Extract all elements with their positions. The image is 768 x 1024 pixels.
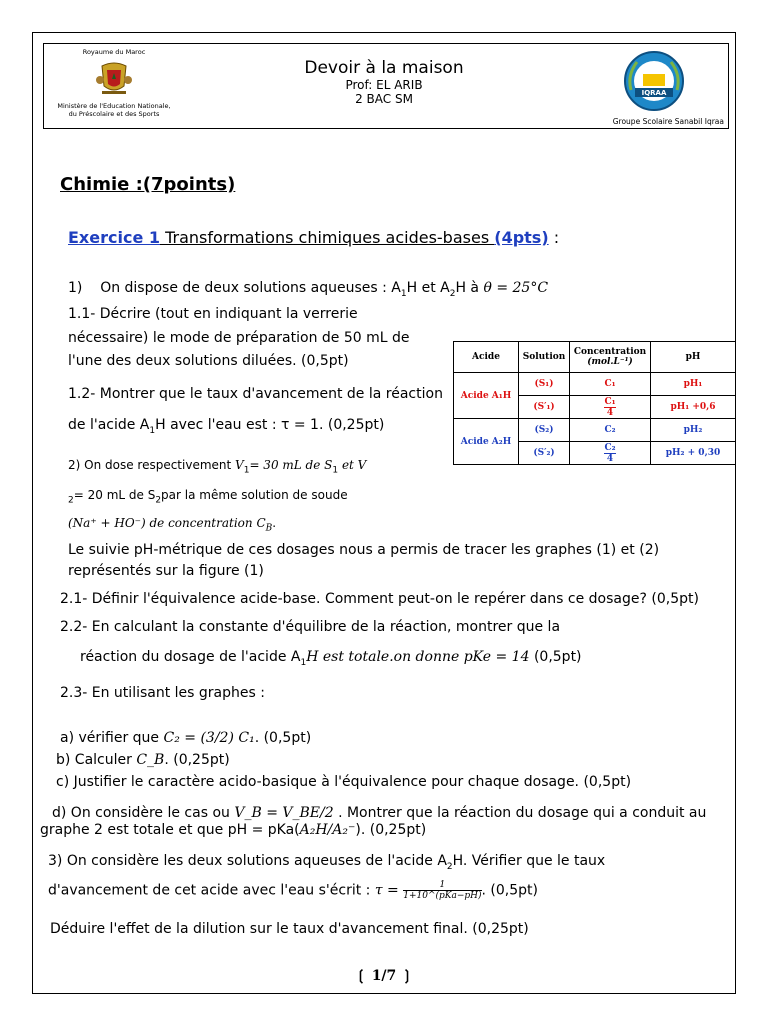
q3-tau: τ = (374, 882, 404, 899)
qa-points: . (0,5pt) (254, 730, 312, 746)
kingdom-label: Royaume du Maroc (82, 48, 146, 56)
ministry-label-1: Ministère de l'Education Nationale, (57, 102, 171, 110)
q2-text-a: 2) On dose respectivement (68, 458, 236, 472)
q11-line-3: l'une des deux solutions diluées. (0,5pt) (68, 353, 349, 369)
q3-line-3: Déduire l'effet de la dilution sur le taux d'avancement final. (0,25pt) (50, 921, 529, 937)
table-header-ph: pH (651, 342, 736, 373)
table-acid-2: Acide A₂H (454, 419, 519, 465)
q22-points: (0,5pt) (533, 649, 582, 665)
q2-text-c: et V (338, 458, 367, 472)
q12-text-b: H avec l'eau est : τ = 1. (0,25pt) (155, 417, 385, 433)
table-header-row (454, 342, 736, 373)
q2-text-b: = 30 mL de (249, 458, 325, 472)
q1-text-c: H à (455, 280, 484, 296)
q2-line-2: $_2$= 20 mL de $S_2par$ la même solution de soude (68, 488, 348, 506)
table-concentration (570, 396, 651, 419)
q3-text-b: H. Vérifier que le taux (452, 853, 606, 869)
q2-paragraph-2: représentés sur la figure (1) (68, 563, 264, 579)
table-solution: (S′₂) (519, 442, 570, 465)
q1-number: 1) (68, 280, 83, 296)
school-name: Groupe Scolaire Sanabil Iqraa (612, 117, 724, 126)
concentration-unit: (mol.L⁻¹) (587, 357, 633, 367)
q23: 2.3- En utilisant les graphes : (60, 685, 265, 701)
exercise-points: (4pts) (494, 228, 549, 247)
q12-line-1: 1.2- Montrer que le taux d'avancement de la réaction (68, 386, 443, 402)
logo-text: IQRAA (641, 89, 667, 97)
exercise-colon: : (548, 228, 560, 247)
conc-num: C₁ (604, 396, 616, 407)
q22-pke: pKe = 14 (463, 649, 530, 665)
qd-line-2 (40, 821, 426, 839)
qd-line-1 (52, 804, 706, 822)
qa-text: a) vérifier que (60, 730, 164, 746)
table-concentration: C₁ (570, 373, 651, 396)
q1-text-a: On dispose de deux solutions aqueuses : A (100, 280, 401, 296)
qd-text-a: d) On considère le cas ou (52, 805, 235, 821)
conc-num: C₂ (604, 442, 616, 453)
q1-intro: 1) On dispose de deux solutions aqueuses : $A_1H$ et $A_2H$ à θ = 25°C (68, 280, 549, 299)
table-concentration (570, 442, 651, 465)
qb-eq: C_B (136, 752, 165, 768)
page-number-text: 1/7 (371, 968, 397, 984)
qc: c) Justifier le caractère acido-basique à l'équivalence pour chaque dosage. (0,5pt) (56, 774, 632, 790)
document-header (43, 43, 729, 129)
prof-name: Prof: EL ARIB (345, 78, 423, 92)
page-number: ❲ 1/7 ❳ (355, 968, 413, 984)
q22-text-a: réaction du dosage de l'acide A (80, 649, 301, 665)
qa-eq: C₂ = (3/2) C₁ (163, 730, 255, 746)
table-row (454, 373, 736, 396)
q21: 2.1- Définir l'équivalence acide-base. Comment peut-on le repérer dans ce dosage? (0,5pt) (60, 591, 699, 607)
q3-line-1: 3) On considère les deux solutions aqueuses de l'acide $A_2H$. Vérifier que le taux (48, 853, 606, 872)
table-concentration: C₂ (570, 419, 651, 442)
qb-points: . (0,25pt) (164, 752, 230, 768)
exercise-name: Transformations chimiques acides-bases (160, 228, 495, 247)
table-solution: (S′₁) (519, 396, 570, 419)
table-header-solution: Solution (519, 342, 570, 373)
table-ph: pH₂ (651, 419, 736, 442)
q22-line-2: réaction du dosage de l'acide $A_1H$ est totale.on donne pKe = 14 (0,5pt) (80, 649, 582, 668)
q11-line-2: nécessaire) le mode de préparation de 50 mL de (68, 330, 410, 346)
ministry-block (44, 44, 184, 128)
qb-text: b) Calculer (56, 752, 137, 768)
q2-cb-sub: B (265, 523, 273, 534)
q3-line-2 (48, 880, 538, 901)
q3-fraction (403, 880, 481, 901)
q3-text-a: 3) On considère les deux solutions aqueuses de l'acide A (48, 853, 447, 869)
table-solution: (S₁) (519, 373, 570, 396)
qb (56, 751, 230, 769)
q3-text-c: d'avancement de cet acide avec l'eau s'écrit : (48, 882, 375, 899)
school-block (580, 44, 728, 128)
coat-of-arms-icon (94, 58, 134, 98)
q2-v1: V (235, 458, 244, 472)
q2-paragraph-1: Le suivie pH-métrique de ces dosages nous a permis de tracer les graphes (1) et (2) (68, 542, 660, 558)
table-header-concentration (570, 342, 651, 373)
ministry-label-2: du Préscolaire et des Sports (68, 110, 160, 118)
q3-points: . (0,5pt) (481, 882, 538, 899)
section-title: Chimie :(7points) (60, 174, 236, 195)
q3-frac-den: 1+10^(pKa−pH) (403, 891, 482, 901)
q11-line-1: 1.1- Décrire (tout en indiquant la verrerie (68, 306, 358, 322)
q22-text-b: H est totale.on donne (306, 649, 464, 665)
qa (60, 729, 311, 747)
qd-text-c: graphe 2 est totale et que pH = pKa( (40, 822, 300, 838)
qd-text-b: . Montrer que la réaction du dosage qui a conduit au (333, 805, 707, 821)
conc-den: 4 (606, 407, 614, 418)
exercise-lead: Exercice 1 (68, 228, 160, 247)
qd-eq: V_B = V_BE/2 (234, 805, 334, 821)
qd-points: ). (0,25pt) (355, 822, 427, 838)
q22-line-1: 2.2- En calculant la constante d'équilibre de la réaction, montrer que la (60, 619, 561, 635)
q2-line-1: 2) On dose respectivement $V_1= 30$ mL de $S_1$ et V (68, 458, 367, 476)
table-ph: pH₁ +0,6 (651, 396, 736, 419)
q2-end: . (272, 516, 277, 530)
table-row (454, 419, 736, 442)
table-ph: pH₂ + 0,30 (651, 442, 736, 465)
q12-text-a: de l'acide A (68, 417, 150, 433)
q12-line-2: de l'acide $A_1H$ avec l'eau est : τ = 1. (0,25pt) (68, 417, 385, 436)
table-ph: pH₁ (651, 373, 736, 396)
q2-text-e: par la même solution de soude (161, 488, 348, 502)
conc-den: 4 (606, 453, 614, 464)
q1-text-b: H et A (406, 280, 450, 296)
school-logo-icon (623, 50, 685, 112)
q3-frac-num: 1 (403, 880, 481, 891)
q2-soude: (Na⁺ + HO⁻) de concentration C (68, 516, 266, 530)
table-solution: (S₂) (519, 419, 570, 442)
table-acid-1: Acide A₁H (454, 373, 519, 419)
concentration-label: Concentration (573, 347, 647, 357)
q2-text-d: = 20 mL de S (73, 488, 156, 502)
qd-couple: A₂H/A₂⁻ (299, 822, 356, 838)
q1-theta: θ = 25°C (483, 280, 549, 296)
class-name: 2 BAC SM (355, 92, 413, 106)
data-table (453, 341, 736, 465)
header-title-block (234, 58, 534, 106)
q2-line-3 (68, 514, 276, 537)
doc-title: Devoir à la maison (304, 58, 464, 78)
exercise-title (68, 229, 559, 247)
q2-s1: S (324, 458, 333, 472)
table-header-acid: Acide (454, 342, 519, 373)
